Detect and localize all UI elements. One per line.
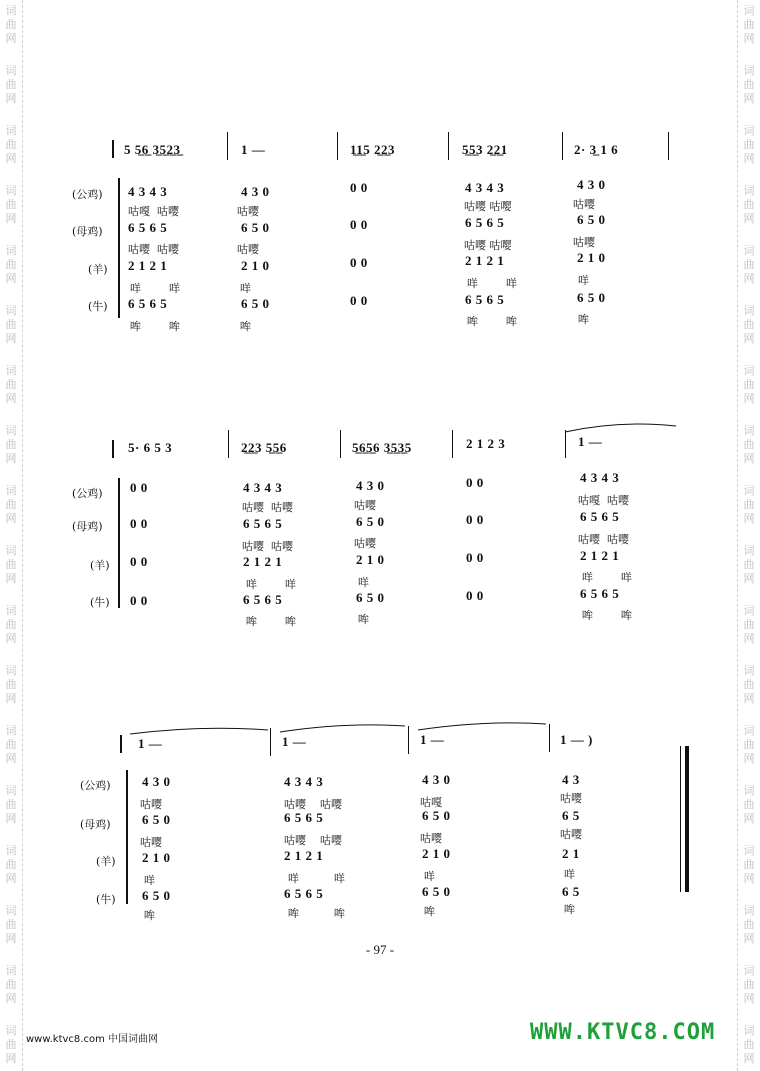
lyric: 嘎 bbox=[139, 205, 150, 218]
watermark-char: 词 bbox=[743, 1024, 755, 1037]
lyric: 咕 bbox=[560, 828, 571, 841]
lyric: 嘤 bbox=[331, 834, 342, 847]
watermark-char: 网 bbox=[743, 212, 755, 225]
watermark-char: 词 bbox=[743, 424, 755, 437]
part-label-ox: (牛) bbox=[88, 300, 108, 313]
watermark-char: 曲 bbox=[743, 618, 755, 631]
melody-measure: 1 — bbox=[282, 734, 307, 749]
watermark-char: 曲 bbox=[5, 978, 17, 991]
watermark-char: 网 bbox=[5, 212, 17, 225]
watermark-char: 词 bbox=[5, 244, 17, 257]
melody-measure: 1 — bbox=[420, 732, 445, 747]
watermark-char: 网 bbox=[743, 812, 755, 825]
watermark-char: 曲 bbox=[743, 1038, 755, 1051]
melody-measure: 1 — ) bbox=[560, 732, 593, 747]
sheep-measure: 2 1 0 bbox=[142, 850, 171, 865]
lyric: 哞 bbox=[467, 315, 478, 328]
lyric: 嘤 bbox=[500, 239, 512, 252]
melody-measure: 1̲1̲5 2̲2̲3 bbox=[350, 142, 396, 157]
watermark-char: 词 bbox=[743, 364, 755, 377]
lyric: 哞 bbox=[564, 903, 575, 916]
watermark-char: 网 bbox=[743, 1052, 755, 1065]
watermark-char: 网 bbox=[743, 632, 755, 645]
lyric: 咩 bbox=[284, 578, 296, 591]
watermark-char: 曲 bbox=[743, 318, 755, 331]
hen-measure: 6 5 6 5 bbox=[284, 810, 324, 825]
lyric: 咕 bbox=[464, 200, 475, 213]
watermark-char: 词 bbox=[5, 124, 17, 137]
lyric: 咕 bbox=[578, 494, 589, 507]
sheep-measure: 2 1 0 bbox=[577, 250, 606, 265]
hen-measure: 6 5 0 bbox=[241, 220, 270, 235]
watermark-char: 网 bbox=[5, 32, 17, 45]
watermark-char: 网 bbox=[743, 692, 755, 705]
ox-measure: 6 5 0 bbox=[142, 888, 171, 903]
watermark-char: 曲 bbox=[5, 1038, 17, 1051]
tie-slur bbox=[418, 723, 546, 730]
hen-measure: 6 5 6 5 bbox=[465, 215, 505, 230]
lyric: 咩 bbox=[130, 282, 141, 295]
rooster-measure: 4 3 4 3 bbox=[243, 480, 283, 495]
rooster-measure: 0 0 bbox=[350, 180, 368, 195]
lyric: 嘤 bbox=[365, 499, 376, 512]
sheep-measure: 2 1 2 1 bbox=[580, 548, 620, 563]
watermark-char: 词 bbox=[5, 1024, 17, 1037]
watermark-char: 词 bbox=[743, 184, 755, 197]
watermark-char: 词 bbox=[5, 64, 17, 77]
ox-measure: 6 5 6 5 bbox=[465, 292, 505, 307]
lyric: 哞 bbox=[582, 609, 593, 622]
rooster-measure: 4 3 4 3 bbox=[128, 184, 168, 199]
watermark-char: 网 bbox=[5, 152, 17, 165]
sheep-measure: 2 1 2 1 bbox=[284, 848, 324, 863]
watermark-char: 词 bbox=[5, 484, 17, 497]
watermark-char: 网 bbox=[743, 452, 755, 465]
lyric: 哞 bbox=[505, 315, 517, 328]
lyric: 哞 bbox=[246, 615, 257, 628]
hen-measure: 6 5 0 bbox=[356, 514, 385, 529]
lyric: 嘤 bbox=[282, 540, 293, 553]
lyric: 嘤 bbox=[139, 243, 150, 256]
watermark-char: 词 bbox=[5, 964, 17, 977]
lyric: 咩 bbox=[144, 874, 155, 887]
watermark-char: 词 bbox=[743, 664, 755, 677]
lyric: 嘤 bbox=[584, 198, 595, 211]
hen-measure: 6 5 bbox=[562, 808, 580, 823]
tie-slur bbox=[565, 424, 676, 432]
watermark-char: 网 bbox=[5, 812, 17, 825]
watermark-char: 网 bbox=[743, 752, 755, 765]
part-label-ox: (牛) bbox=[96, 893, 116, 906]
lyric: 咕 bbox=[157, 205, 168, 218]
lyric: 咕 bbox=[242, 501, 253, 514]
lyric: 咩 bbox=[168, 282, 180, 295]
watermark-char: 词 bbox=[743, 124, 755, 137]
watermark-char: 词 bbox=[743, 784, 755, 797]
watermark-char: 曲 bbox=[5, 678, 17, 691]
lyric: 嘤 bbox=[168, 205, 179, 218]
lyric: 哞 bbox=[358, 613, 369, 626]
lyric: 咕 bbox=[489, 200, 501, 213]
lyric: 哞 bbox=[144, 909, 155, 922]
watermark-char: 词 bbox=[5, 304, 17, 317]
lyric: 哞 bbox=[578, 313, 589, 326]
watermark-char: 词 bbox=[5, 724, 17, 737]
lyric: 咕 bbox=[320, 798, 331, 811]
watermark-char: 词 bbox=[743, 964, 755, 977]
ox-measure: 6 5 6 5 bbox=[128, 296, 168, 311]
watermark-char: 网 bbox=[5, 512, 17, 525]
lyric: 嘤 bbox=[365, 537, 376, 550]
watermark-char: 词 bbox=[743, 304, 755, 317]
part-label-ox: (牛) bbox=[90, 596, 110, 609]
watermark-char: 网 bbox=[5, 752, 17, 765]
watermark-char: 网 bbox=[743, 992, 755, 1005]
ox-measure: 6 5 0 bbox=[241, 296, 270, 311]
watermark-char: 网 bbox=[5, 992, 17, 1005]
rooster-measure: 4 3 4 3 bbox=[284, 774, 324, 789]
lyric: 嘤 bbox=[618, 533, 629, 546]
watermark-char: 网 bbox=[5, 872, 17, 885]
lyric: 咕 bbox=[237, 243, 248, 256]
ox-measure: 6 5 6 5 bbox=[243, 592, 283, 607]
lyric: 嘤 bbox=[475, 200, 486, 213]
watermark-char: 网 bbox=[743, 512, 755, 525]
lyric: 嘤 bbox=[248, 205, 259, 218]
lyric: 咕 bbox=[128, 243, 139, 256]
lyric: 嘤 bbox=[295, 834, 306, 847]
watermark-char: 网 bbox=[5, 92, 17, 105]
hen-measure: 0 0 bbox=[130, 516, 148, 531]
watermark-char: 词 bbox=[743, 724, 755, 737]
watermark-char: 网 bbox=[743, 332, 755, 345]
lyric: 咕 bbox=[140, 798, 151, 811]
lyric: 哞 bbox=[620, 609, 632, 622]
lyric: 咕 bbox=[489, 239, 501, 252]
watermark-char: 曲 bbox=[743, 558, 755, 571]
watermark-char: 词 bbox=[5, 364, 17, 377]
sheep-measure: 2 1 bbox=[562, 846, 580, 861]
rooster-measure: 4 3 0 bbox=[356, 478, 385, 493]
lyric: 嘤 bbox=[248, 243, 259, 256]
watermark-char: 词 bbox=[743, 484, 755, 497]
watermark-char: 词 bbox=[5, 604, 17, 617]
watermark-char: 曲 bbox=[743, 18, 755, 31]
lyric: 嘤 bbox=[295, 798, 306, 811]
watermark-char: 曲 bbox=[5, 138, 17, 151]
lyric: 咕 bbox=[607, 533, 618, 546]
watermark-char: 曲 bbox=[5, 798, 17, 811]
watermark-char: 网 bbox=[5, 452, 17, 465]
footer-site-text[interactable]: www.ktvc8.com 中国词曲网 bbox=[26, 1034, 159, 1045]
watermark-char: 词 bbox=[743, 544, 755, 557]
watermark-char: 词 bbox=[5, 184, 17, 197]
watermark-char: 曲 bbox=[743, 498, 755, 511]
lyric: 咩 bbox=[246, 578, 257, 591]
lyric: 咕 bbox=[578, 533, 589, 546]
lyric: 咕 bbox=[560, 792, 571, 805]
hen-measure: 6 5 6 5 bbox=[243, 516, 283, 531]
hen-measure: 6 5 6 5 bbox=[128, 220, 168, 235]
hen-measure: 0 0 bbox=[466, 512, 484, 527]
watermark-char: 词 bbox=[743, 604, 755, 617]
lyric: 咩 bbox=[358, 576, 369, 589]
ox-measure: 6 5 6 5 bbox=[284, 886, 324, 901]
watermark-char: 曲 bbox=[743, 978, 755, 991]
rooster-measure: 4 3 bbox=[562, 772, 580, 787]
lyric: 哞 bbox=[168, 320, 180, 333]
ox-measure: 6 5 6 5 bbox=[580, 586, 620, 601]
lyric: 咕 bbox=[320, 834, 331, 847]
watermark-char: 曲 bbox=[743, 858, 755, 871]
ox-measure: 0 0 bbox=[466, 588, 484, 603]
lyric: 咕 bbox=[354, 537, 365, 550]
lyric: 咕 bbox=[420, 832, 431, 845]
watermark-char: 网 bbox=[5, 1052, 17, 1065]
watermark-char: 词 bbox=[743, 904, 755, 917]
tie-slur bbox=[280, 725, 405, 732]
watermark-char: 网 bbox=[5, 692, 17, 705]
watermark-char: 词 bbox=[5, 544, 17, 557]
watermark-char: 曲 bbox=[743, 258, 755, 271]
lyric: 嘤 bbox=[282, 501, 293, 514]
ox-measure: 0 0 bbox=[350, 293, 368, 308]
watermark-char: 曲 bbox=[5, 318, 17, 331]
watermark-char: 词 bbox=[5, 4, 17, 17]
watermark-char: 网 bbox=[743, 152, 755, 165]
rooster-measure: 4 3 0 bbox=[422, 772, 451, 787]
watermark-char: 网 bbox=[743, 392, 755, 405]
ox-measure: 6 5 bbox=[562, 884, 580, 899]
watermark-char: 曲 bbox=[5, 198, 17, 211]
ox-measure: 6 5 0 bbox=[422, 884, 451, 899]
melody-measure: 2 1 2 3 bbox=[466, 436, 506, 451]
rooster-measure: 0 0 bbox=[466, 475, 484, 490]
watermark-char: 网 bbox=[743, 272, 755, 285]
melody-measure: 5̲5̲3 2̲2̲1 bbox=[462, 142, 508, 157]
lyric: 嘤 bbox=[253, 501, 264, 514]
lyric: 咕 bbox=[157, 243, 168, 256]
watermark-char: 词 bbox=[5, 424, 17, 437]
lyric: 嘤 bbox=[571, 828, 582, 841]
watermark-char: 曲 bbox=[743, 678, 755, 691]
watermark-char: 网 bbox=[5, 572, 17, 585]
watermark-char: 曲 bbox=[743, 78, 755, 91]
watermark-char: 网 bbox=[743, 932, 755, 945]
watermark-char: 曲 bbox=[5, 18, 17, 31]
rooster-measure: 4 3 4 3 bbox=[465, 180, 505, 195]
hen-measure: 6 5 6 5 bbox=[580, 509, 620, 524]
watermark-char: 曲 bbox=[743, 918, 755, 931]
sheep-measure: 2 1 2 1 bbox=[243, 554, 283, 569]
lyric: 哞 bbox=[130, 320, 141, 333]
footer-logo[interactable]: WWW.KTVC8.COM bbox=[530, 1020, 716, 1045]
watermark-char: 网 bbox=[5, 272, 17, 285]
page-number: - 97 - bbox=[365, 942, 395, 957]
hen-measure: 6 5 0 bbox=[422, 808, 451, 823]
melody-measure: 2̲2̲3 5̲5̲6 bbox=[241, 440, 287, 455]
watermark-char: 网 bbox=[743, 92, 755, 105]
part-label-rooster: (公鸡) bbox=[72, 487, 103, 500]
part-label-hen: (母鸡) bbox=[80, 818, 111, 831]
part-label-hen: (母鸡) bbox=[72, 520, 103, 533]
lyric: 嘤 bbox=[253, 540, 264, 553]
melody-measure: 5· 6 5 3 bbox=[128, 440, 173, 455]
watermark-char: 词 bbox=[743, 64, 755, 77]
lyric: 嘤 bbox=[331, 798, 342, 811]
lyric: 咩 bbox=[505, 277, 517, 290]
watermark-char: 网 bbox=[5, 932, 17, 945]
hen-measure: 6 5 0 bbox=[142, 812, 171, 827]
lyric: 咕 bbox=[271, 501, 282, 514]
lyric: 嘎 bbox=[431, 796, 442, 809]
lyric: 咕 bbox=[420, 796, 431, 809]
melody-measure: 2· 3̲ 1 6 bbox=[574, 142, 619, 157]
lyric: 嘤 bbox=[431, 832, 442, 845]
lyric: 咩 bbox=[620, 571, 632, 584]
hen-measure: 6 5 0 bbox=[577, 212, 606, 227]
lyric: 咩 bbox=[578, 274, 589, 287]
lyric: 咩 bbox=[333, 872, 345, 885]
watermark-char: 词 bbox=[743, 244, 755, 257]
watermark-char: 曲 bbox=[743, 798, 755, 811]
lyric: 咩 bbox=[240, 282, 251, 295]
watermark-char: 曲 bbox=[743, 438, 755, 451]
watermark-char: 曲 bbox=[5, 558, 17, 571]
hen-measure: 0 0 bbox=[350, 217, 368, 232]
sheep-measure: 0 0 bbox=[130, 554, 148, 569]
lyric: 咕 bbox=[573, 198, 584, 211]
sheep-measure: 0 0 bbox=[350, 255, 368, 270]
lyric: 嘤 bbox=[589, 533, 600, 546]
watermark-char: 曲 bbox=[5, 258, 17, 271]
watermark-char: 词 bbox=[5, 664, 17, 677]
lyric: 哞 bbox=[288, 907, 299, 920]
sheep-measure: 2 1 0 bbox=[356, 552, 385, 567]
lyric: 咩 bbox=[288, 872, 299, 885]
watermark-char: 曲 bbox=[5, 738, 17, 751]
melody-measure: 1 — bbox=[578, 434, 603, 449]
rooster-measure: 0 0 bbox=[130, 480, 148, 495]
lyric: 咕 bbox=[607, 494, 618, 507]
watermark-char: 曲 bbox=[743, 198, 755, 211]
watermark-char: 网 bbox=[5, 392, 17, 405]
lyric: 哞 bbox=[333, 907, 345, 920]
watermark-char: 曲 bbox=[5, 918, 17, 931]
part-label-sheep: (羊) bbox=[96, 855, 116, 868]
lyric: 哞 bbox=[284, 615, 296, 628]
watermark-char: 网 bbox=[743, 872, 755, 885]
rooster-measure: 4 3 0 bbox=[142, 774, 171, 789]
sheep-measure: 2 1 0 bbox=[422, 846, 451, 861]
lyric: 咕 bbox=[242, 540, 253, 553]
lyric: 嘤 bbox=[584, 236, 595, 249]
lyric: 咕 bbox=[464, 239, 475, 252]
lyric: 咩 bbox=[582, 571, 593, 584]
ox-measure: 0 0 bbox=[130, 593, 148, 608]
watermark-char: 网 bbox=[5, 632, 17, 645]
watermark-char: 词 bbox=[5, 784, 17, 797]
part-label-rooster: (公鸡) bbox=[72, 188, 103, 201]
lyric: 咩 bbox=[564, 868, 575, 881]
lyric: 哞 bbox=[240, 320, 251, 333]
watermark-char: 曲 bbox=[743, 378, 755, 391]
lyric: 咕 bbox=[128, 205, 139, 218]
lyric: 嘤 bbox=[168, 243, 179, 256]
rooster-measure: 4 3 0 bbox=[577, 177, 606, 192]
watermark-char: 词 bbox=[5, 904, 17, 917]
part-label-rooster: (公鸡) bbox=[80, 779, 111, 792]
watermark-char: 曲 bbox=[743, 738, 755, 751]
part-label-hen: (母鸡) bbox=[72, 225, 103, 238]
watermark-char: 曲 bbox=[5, 498, 17, 511]
part-label-sheep: (羊) bbox=[90, 559, 110, 572]
watermark-char: 曲 bbox=[5, 78, 17, 91]
melody-measure: 1 — bbox=[241, 142, 266, 157]
watermark-char: 词 bbox=[5, 844, 17, 857]
watermark-char: 网 bbox=[743, 572, 755, 585]
lyric: 嘤 bbox=[618, 494, 629, 507]
lyric: 嘤 bbox=[571, 792, 582, 805]
sheep-measure: 2 1 2 1 bbox=[128, 258, 168, 273]
watermark-char: 曲 bbox=[5, 618, 17, 631]
tie-slur bbox=[130, 728, 268, 734]
watermark-char: 词 bbox=[743, 4, 755, 17]
sheep-measure: 2 1 2 1 bbox=[465, 253, 505, 268]
lyric: 咕 bbox=[271, 540, 282, 553]
lyric: 嘤 bbox=[151, 836, 162, 849]
rooster-measure: 4 3 0 bbox=[241, 184, 270, 199]
watermark-char: 网 bbox=[5, 332, 17, 345]
watermark-char: 曲 bbox=[5, 858, 17, 871]
lyric: 嘤 bbox=[475, 239, 486, 252]
watermark-char: 曲 bbox=[5, 378, 17, 391]
melody-measure: 5 5̲6̲ 3̲5̲2̲3̲ bbox=[124, 142, 181, 157]
lyric: 咕 bbox=[237, 205, 248, 218]
lyric: 哞 bbox=[424, 905, 435, 918]
watermark-char: 网 bbox=[743, 32, 755, 45]
lyric: 嘤 bbox=[500, 200, 512, 213]
lyric: 嘎 bbox=[589, 494, 600, 507]
rooster-measure: 4 3 4 3 bbox=[580, 470, 620, 485]
lyric: 咕 bbox=[284, 798, 295, 811]
watermark-char: 曲 bbox=[5, 438, 17, 451]
sheep-measure: 0 0 bbox=[466, 550, 484, 565]
lyric: 嘤 bbox=[151, 798, 162, 811]
melody-measure: 1 — bbox=[138, 736, 163, 751]
lyric: 咕 bbox=[284, 834, 295, 847]
lyric: 咕 bbox=[140, 836, 151, 849]
lyric: 咩 bbox=[467, 277, 478, 290]
melody-measure: 5̲6̲5̲6 3̲5̲3̲5 bbox=[352, 440, 412, 455]
sheep-measure: 2 1 0 bbox=[241, 258, 270, 273]
part-label-sheep: (羊) bbox=[88, 263, 108, 276]
ox-measure: 6 5 0 bbox=[356, 590, 385, 605]
watermark-char: 曲 bbox=[743, 138, 755, 151]
lyric: 咕 bbox=[354, 499, 365, 512]
watermark-char: 词 bbox=[743, 844, 755, 857]
lyric: 咕 bbox=[573, 236, 584, 249]
ox-measure: 6 5 0 bbox=[577, 290, 606, 305]
lyric: 咩 bbox=[424, 870, 435, 883]
